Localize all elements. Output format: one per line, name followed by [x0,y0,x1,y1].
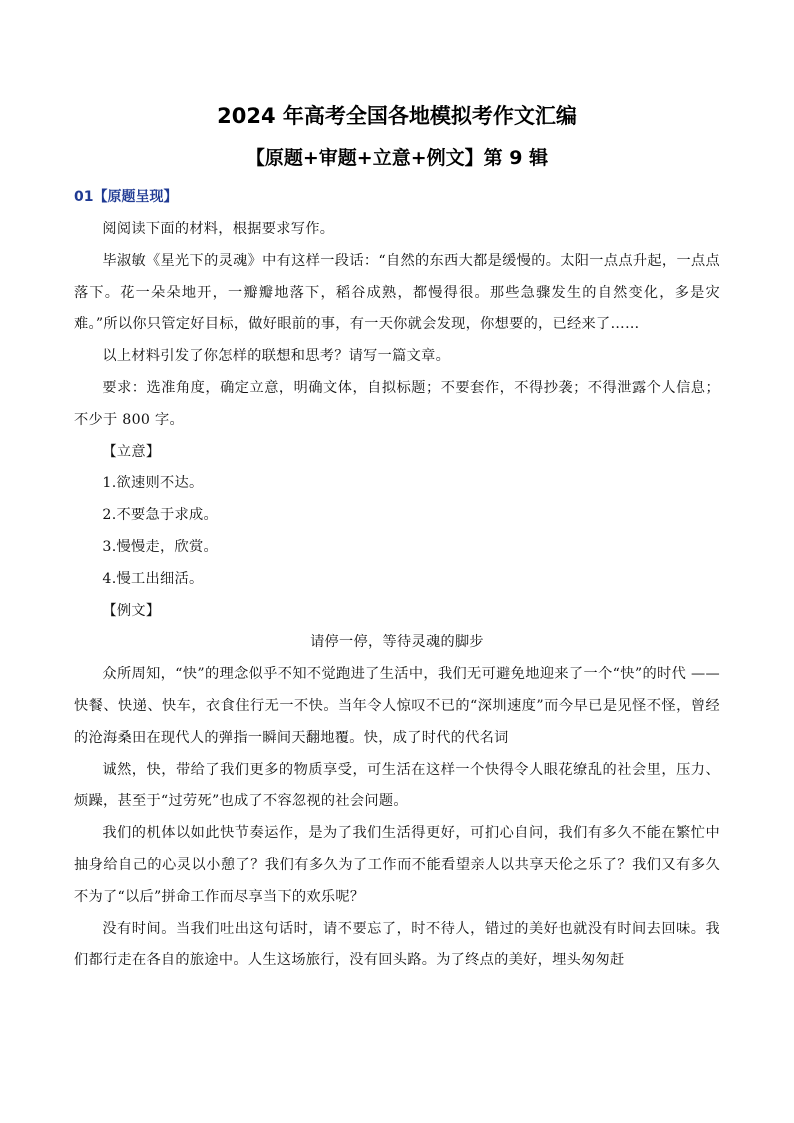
prompt-instruction: 阅阅读下面的材料，根据要求写作。 [102,221,335,237]
example-heading: 【例文】 [102,602,161,619]
essay-paragraph: 众所周知，“快”的理念似乎不知不觉跑进了生活中，我们无可避免地迎来了一个“快”的时代 ——快餐、快递、快车，衣食住行无一不快。当年令人惊叹不已的“深圳速度”而今早已是见怪不怪，曾经的沧海桑田在现代人的弹指一瞬间天翻地覆。快，成了时代的代名词 [74,666,720,746]
prompt-requirements: 要求：选准角度，确定立意，明确文体，自拟标题；不要套作，不得抄袭；不得泄露个人信息；不少于 800 字。 [74,379,720,428]
document-title: 2024 年高考全国各地模拟考作文汇编 [217,104,577,128]
section-heading-original-question: 01【原题呈现】 [74,189,178,205]
prompt-question: 以上材料引发了你怎样的联想和思考？请写一篇文章。 [102,348,451,365]
document-subtitle: 【原题+审题+立意+例文】第 9 辑 [245,147,549,169]
essay-paragraph: 我们的机体以如此快节奏运作，是为了我们生活得更好，可扪心自问，我们有多久不能在繁忙中抽身给自己的心灵以小憩了？我们有多久为了工作而不能看望亲人以共享天伦之乐了？我们又有多久不为了“以后”拼命工作而尽享当下的欢乐呢？ [74,825,720,905]
ideas-heading: 【立意】 [102,443,161,460]
document-body [74,214,720,977]
essay-title: 请停一停，等待灵魂的脚步 [310,634,484,651]
idea-item: 4.慢工出细活。 [102,570,204,587]
prompt-material: 毕淑敏《星光下的灵魂》中有这样一段话：“自然的东西大都是缓慢的。太阳一点点升起，一点点落下。花一朵朵地开，一瓣瓣地落下，稻谷成熟，都慢得很。那些急骤发生的自然变化，多是灾难。”所以你只管定好目标，做好眼前的事，有一天你就会发现，你想要的，已经来了…… [74,252,720,333]
idea-item: 2.不要急于求成。 [102,507,218,524]
idea-item: 1.欲速则不达。 [102,475,204,492]
idea-item: 3.慢慢走，欣赏。 [102,538,218,555]
essay-paragraph: 没有时间。当我们吐出这句话时，请不要忘了，时不待人，错过的美好也就没有时间去回味。我们都行走在各自的旅途中。人生这场旅行，没有回头路。为了终点的美好，埋头匆匆赶 [74,920,720,969]
essay-paragraph: 诚然，快，带给了我们更多的物质享受，可生活在这样一个快得令人眼花缭乱的社会里，压力、烦躁，甚至于“过劳死”也成了不容忽视的社会问题。 [74,761,720,810]
